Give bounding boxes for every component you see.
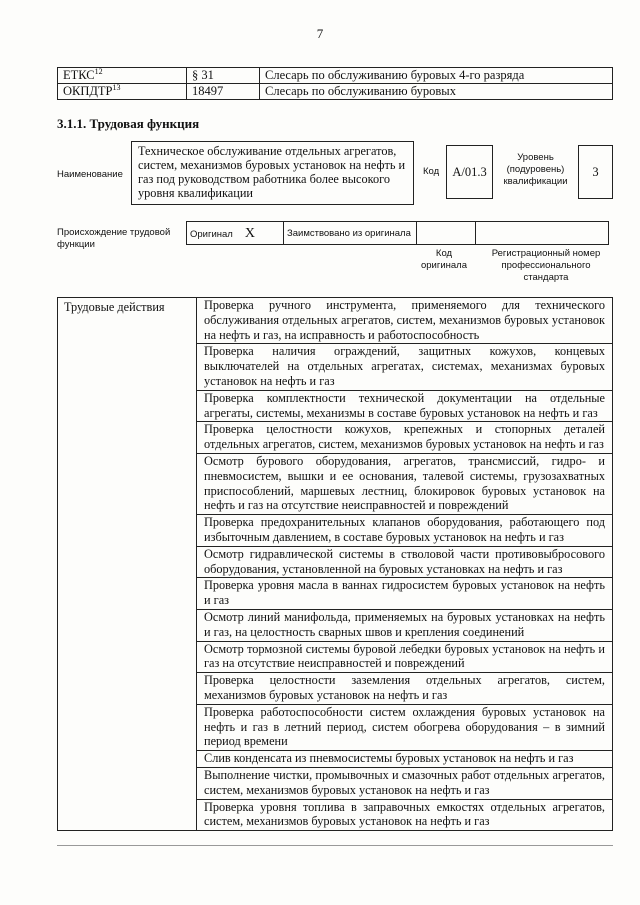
original-code-caption: Код оригинала <box>420 248 467 271</box>
origin-table <box>186 221 609 245</box>
labor-action-item: Проверка уровня масла в ваннах гидросистем буровых установок на нефть и газ <box>197 578 613 610</box>
labor-action-item: Проверка комплектности технической документации на отдельные агрегаты, системы, механизмы в составе буровых установок на нефть и газ <box>197 390 613 422</box>
labor-action-item: Осмотр гидравлической системы в стволовой части противовыбросового оборудования, установленной на буровых установках на нефть и газ <box>197 546 613 578</box>
classifier-name: ОКПДТР$^{13}$ <box>58 84 187 100</box>
name-label: Наименование <box>57 169 123 180</box>
labor-action-item: Осмотр линий манифольда, применяемых на буровых установках на нефть и газ, на целостность сварных швов и крепления соединений <box>197 609 613 641</box>
code-label: Код <box>423 166 440 177</box>
labor-action-item: Проверка работоспособности систем охлаждения буровых установок на нефть и газ в летний период, систем обогрева оборудования – в зимний период времени <box>197 704 613 750</box>
origin-label: Происхождение трудовой функции <box>57 227 171 250</box>
labor-action-item: Проверка предохранительных клапанов оборудования, работающего под избыточным давлением, в составе буровых установок на нефть и газ <box>197 515 613 547</box>
classifier-code: § 31 <box>187 68 260 84</box>
labor-action-item: Проверка наличия ограждений, защитных кожухов, концевых выключателей на отдельных агрегатах, системах, механизмах буровых установок на нефть и газ <box>197 344 613 390</box>
labor-action-item: Проверка целостности кожухов, крепежных и стопорных деталей отдельных агрегатов, систем, механизмов буровых установок на нефть и газ <box>197 422 613 454</box>
labor-action-item: Осмотр бурового оборудования, агрегатов, трансмиссий, гидро- и пневмосистем, вышки и ее основания, талевой системы, грузозахватных приспособлений, маршевых лестниц, блокировок буровых установок на нефть и газ на отсутствие неисправностей и повреждений <box>197 453 613 514</box>
classification-codes-table <box>57 67 613 100</box>
registration-number-cell <box>476 222 609 245</box>
original-mark: X <box>244 226 255 241</box>
registration-caption: Регистрационный номер профессионального стандарта <box>491 248 601 283</box>
classifier-code: 18497 <box>187 84 260 100</box>
original-label: Оригинал <box>190 229 233 240</box>
table-row <box>58 84 613 100</box>
labor-action-item: Слив конденсата из пневмосистемы буровых установок на нефть и газ <box>197 751 613 768</box>
function-code-value: A/01.3 <box>446 145 493 199</box>
classifier-title: Слесарь по обслуживанию буровых <box>260 84 613 100</box>
labor-action-item: Выполнение чистки, промывочных и смазочных работ отдельных агрегатов, систем, механизмов буровых установок на нефть и газ <box>197 767 613 799</box>
labor-actions-label: Трудовые действия <box>58 298 197 831</box>
page-number: 7 <box>316 26 324 41</box>
labor-action-item: Проверка ручного инструмента, применяемого для технического обслуживания отдельных агрегатов, систем, механизмов буровых установок на нефть и газ, на исправность и работоспособность <box>197 298 613 344</box>
labor-actions-table <box>57 297 613 831</box>
footnote-mark: 13 <box>112 82 121 92</box>
table-row <box>58 68 613 84</box>
section-title: 3.1.1. Трудовая функция <box>57 116 200 131</box>
classifier-name: ЕТКС$^{12}$ <box>58 68 187 84</box>
footnote-mark: 12 <box>94 66 103 76</box>
labor-action-item: Осмотр тормозной системы буровой лебедки буровых установок на нефть и газ на отсутствие неисправностей и повреждений <box>197 641 613 673</box>
labor-action-item: Проверка уровня топлива в заправочных емкостях отдельных агрегатов, систем, механизмов буровых установок на нефть и газ <box>197 799 613 831</box>
qualification-level-value: 3 <box>578 145 613 199</box>
level-label: Уровень (подуровень) квалификации <box>503 152 568 187</box>
labor-action-item: Проверка целостности заземления отдельных агрегатов, систем, механизмов буровых установок на нефть и газ <box>197 673 613 705</box>
table-row <box>187 222 609 245</box>
table-row <box>58 298 613 344</box>
borrowed-label: Заимствовано из оригинала <box>284 222 417 245</box>
origin-original-cell <box>187 222 284 245</box>
origin-code-cell <box>417 222 476 245</box>
classifier-title: Слесарь по обслуживанию буровых 4-го разряда <box>260 68 613 84</box>
function-name-value: Техническое обслуживание отдельных агрегатов, систем, механизмов буровых установок на нефть и газ под руководством работника более высокого уровня квалификации <box>131 141 414 205</box>
bottom-divider <box>57 845 613 846</box>
